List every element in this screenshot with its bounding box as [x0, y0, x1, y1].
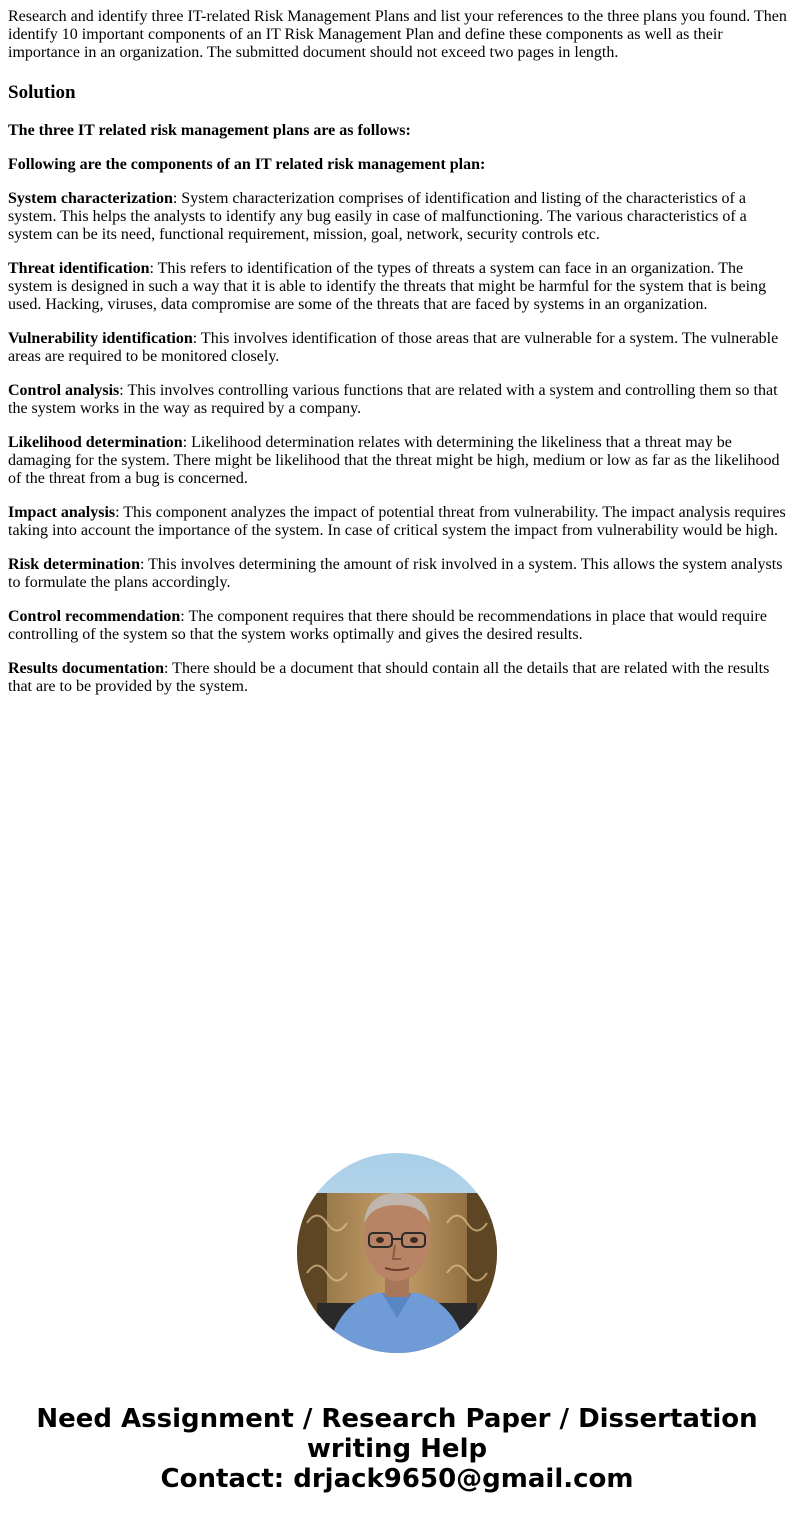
solution-heading: Solution [8, 82, 76, 103]
component-definition: : This involves determining the amount of risk involved in a system. This allows the system analysts to formulate the plans accordingly. [8, 556, 783, 591]
avatar-portrait-image [297, 1153, 497, 1353]
component-definition: : This involves controlling various functions that are related with a system and controlling them so that the system works in the way as required by a company. [8, 382, 778, 417]
document-body [8, 8, 788, 712]
component-item [8, 504, 788, 540]
intro-plans: The three IT related risk management plans are as follows: [8, 122, 411, 139]
avatar [297, 1153, 497, 1353]
component-definition: : This component analyzes the impact of potential threat from vulnerability. The impact analysis requires taking into account the importance of the system. In case of critical system the impact from vulnerability would be high. [8, 504, 786, 539]
question-text: Research and identify three IT-related Risk Management Plans and list your references to the three plans you found. Then identify 10 important components of an IT Risk Management Plan and define these components as well as their importance in an organization. The submitted document should not exceed two pages in length. [8, 8, 787, 61]
component-item [8, 190, 788, 244]
intro-components: Following are the components of an IT related risk management plan: [8, 156, 486, 173]
component-item [8, 556, 788, 592]
component-term: Risk determination [8, 556, 140, 573]
component-definition: : This involves identification of those areas that are vulnerable for a system. The vulnerable areas are required to be monitored closely. [8, 330, 779, 365]
component-term: System characterization [8, 190, 173, 207]
component-item [8, 608, 788, 644]
component-definition: : System characterization comprises of identification and listing of the characteristics of a system. This helps the analysts to identify any bug easily in case of malfunctioning. The various characteristics of a system can be its need, functional requirement, mission, goal, network, security controls etc. [8, 190, 747, 243]
component-definition: : Likelihood determination relates with determining the likeliness that a threat may be damaging for the system. There might be likelihood that the threat might be high, medium or low as far as the likelihood of the threat from a bug is concerned. [8, 434, 780, 487]
component-term: Results documentation [8, 660, 165, 677]
component-item [8, 434, 788, 488]
component-term: Threat identification [8, 260, 150, 277]
contact-banner [0, 1404, 794, 1494]
component-definition: : The component requires that there should be recommendations in place that would require controlling of the system so that the system works optimally and gives the desired results. [8, 608, 767, 643]
component-item [8, 330, 788, 366]
component-term: Impact analysis [8, 504, 116, 521]
component-term: Likelihood determination [8, 434, 183, 451]
component-term: Vulnerability identification [8, 330, 193, 347]
component-definition: : This refers to identification of the types of threats a system can face in an organization. The system is designed in such a way that it is able to identify the threats that might be harmful for the system that is being used. Hacking, viruses, data compromise are some of the threats that are faced by systems in an organization. [8, 260, 767, 313]
contact-email: Contact: drjack9650@gmail.com [160, 1464, 634, 1494]
component-item [8, 382, 788, 418]
component-item [8, 260, 788, 314]
contact-line-2: writing Help [306, 1434, 488, 1464]
contact-line-1: Need Assignment / Research Paper / Dissertation [36, 1404, 758, 1434]
component-term: Control recommendation [8, 608, 181, 625]
component-item [8, 660, 788, 696]
component-term: Control analysis [8, 382, 120, 399]
component-definition: : There should be a document that should contain all the details that are related with the results that are to be provided by the system. [8, 660, 770, 695]
